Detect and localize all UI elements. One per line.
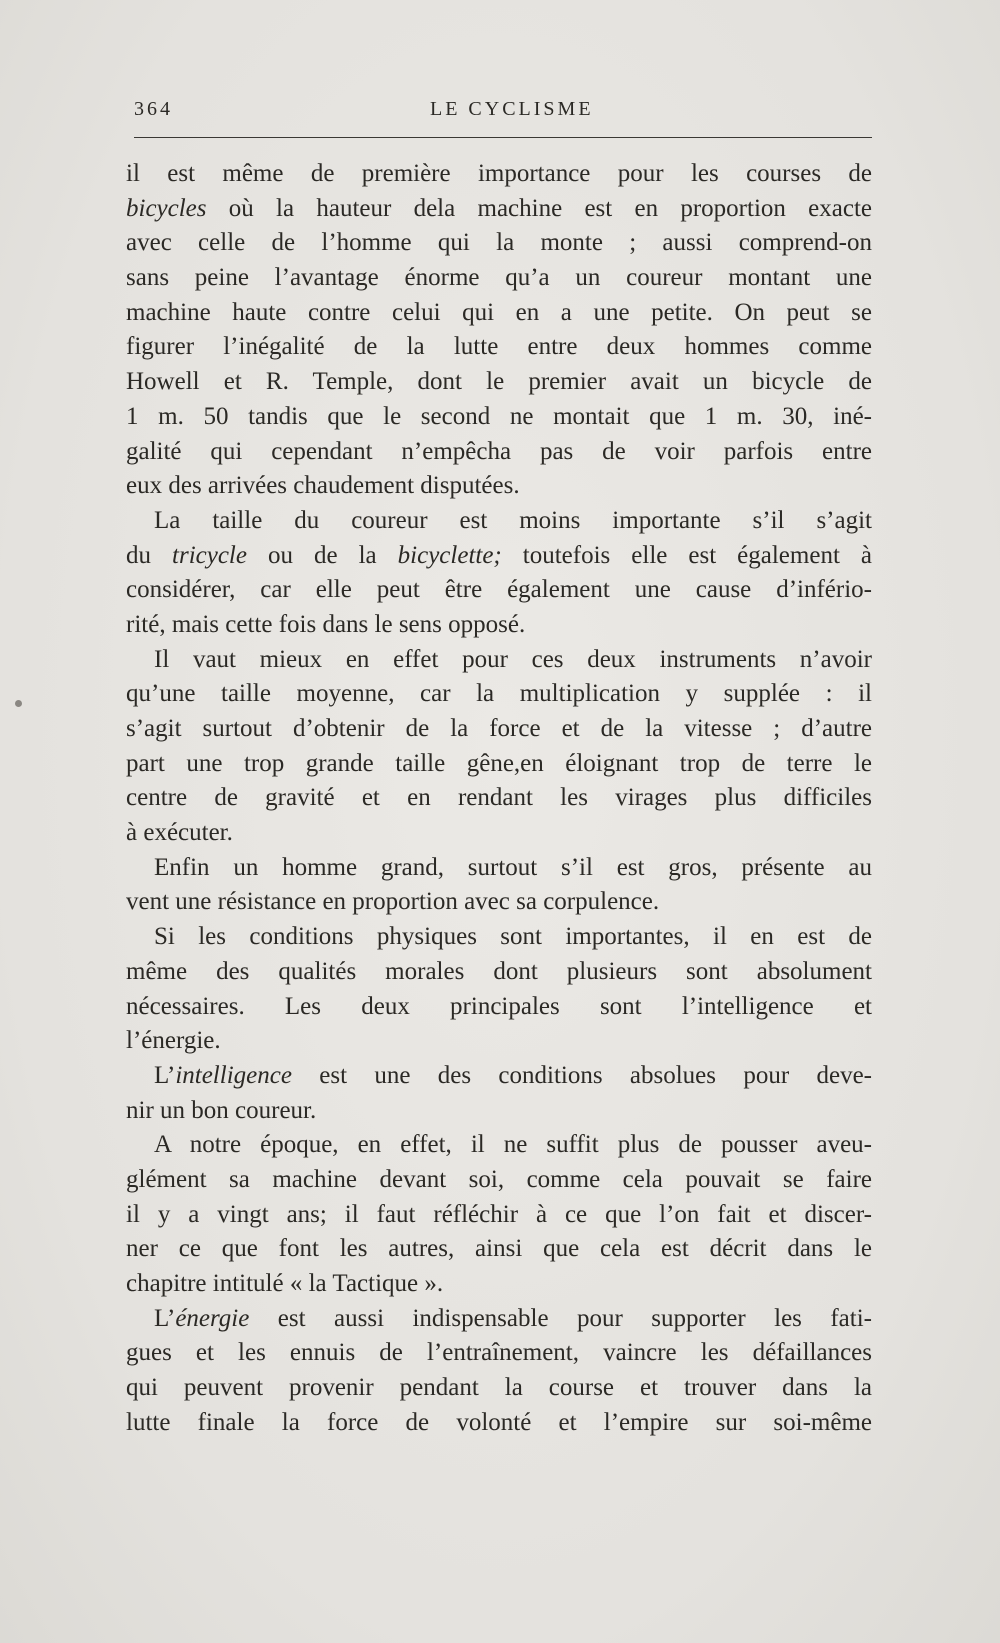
text-run: centre de gravité et en rendant les virages plus difficiles	[126, 784, 872, 812]
text-line	[126, 192, 872, 227]
text-run: chapitre intitulé « la Tactique ».	[126, 1270, 444, 1297]
text-run: il y a vingt ans; il faut réfléchir à ce que l’on fait et discer-	[126, 1200, 872, 1228]
text-line	[126, 1406, 872, 1441]
text-run: A notre époque, en effet, il ne suffit plus de pousser aveu-	[154, 1131, 872, 1159]
text-line	[126, 157, 872, 192]
text-line	[126, 330, 872, 365]
text-run: Howell et R. Temple, dont le premier avait un bicycle de	[126, 368, 872, 396]
italic-text: énergie	[175, 1304, 250, 1332]
page-header	[134, 98, 872, 128]
italic-text: intelligence	[175, 1061, 292, 1089]
text-run: il est même de première importance pour les courses de	[126, 160, 872, 187]
body-text	[126, 157, 872, 1440]
text-run: gues et les ennuis de l’entraînement, vaincre les défaillances	[126, 1339, 872, 1367]
text-run: 1 m. 50 tandis que le second ne montait que 1 m. 30, iné-	[126, 402, 872, 430]
text-run: sans peine l’avantage énorme qu’a un coureur montant une	[126, 264, 872, 292]
text-line	[126, 885, 872, 920]
text-line	[126, 1059, 872, 1094]
text-run: ner ce que font les autres, ainsi que cela est décrit dans le	[126, 1235, 872, 1263]
text-line	[126, 712, 872, 747]
text-line	[126, 1163, 872, 1198]
header-rule	[134, 137, 872, 138]
text-run: eux des arrivées chaudement disputées.	[126, 472, 520, 500]
text-run: rité, mais cette fois dans le sens opposé.	[126, 610, 526, 638]
text-run: toutefois elle est également à	[501, 541, 872, 569]
text-line	[126, 261, 872, 296]
text-run: s’agit surtout d’obtenir de la force et de la vitesse ; d’autre	[126, 715, 872, 742]
text-line	[126, 1232, 872, 1267]
page-number: 364	[134, 98, 173, 120]
text-run: qu’une taille moyenne, car la multiplication y supplée : il	[126, 680, 872, 708]
text-run: du	[126, 541, 173, 569]
text-line	[126, 504, 872, 539]
italic-text: bicyclette;	[397, 541, 502, 569]
text-run: nécessaires. Les deux principales sont l’intelligence et	[126, 992, 872, 1020]
text-line	[126, 747, 872, 782]
text-run: lutte finale la force de volonté et l’empire sur soi-même	[126, 1408, 872, 1436]
text-line	[126, 400, 872, 435]
text-line	[126, 1024, 872, 1059]
text-run: considérer, car elle peut être également une cause d’infério-	[126, 576, 872, 604]
text-run: La taille du coureur est moins importante s’il s’agit	[154, 506, 872, 534]
text-run: galité qui cependant n’empêcha pas de voir parfois entre	[126, 437, 872, 465]
italic-text: bicycles	[126, 194, 207, 222]
text-line	[126, 365, 872, 400]
text-run: vent une résistance en proportion avec sa corpulence.	[126, 888, 660, 916]
text-run: même des qualités morales dont plusieurs sont absolument	[126, 957, 872, 985]
text-line	[126, 1267, 872, 1302]
text-line	[126, 469, 872, 504]
text-run: Il vaut mieux en effet pour ces deux instruments n’avoir	[154, 645, 872, 673]
text-run: qui peuvent provenir pendant la course et trouver dans la	[126, 1374, 872, 1402]
text-run: où la hauteur dela machine est en proportion exacte	[206, 194, 872, 222]
text-line	[126, 1371, 872, 1406]
text-line	[126, 573, 872, 608]
text-run: figurer l’inégalité de la lutte entre deux hommes comme	[126, 333, 872, 361]
text-line	[126, 435, 872, 470]
italic-text: tricycle	[172, 541, 247, 569]
text-run: nir un bon coureur.	[126, 1096, 317, 1124]
text-line	[126, 1336, 872, 1371]
text-run: à exécuter.	[126, 819, 233, 847]
text-line	[126, 226, 872, 261]
text-run: l’énergie.	[126, 1027, 221, 1055]
text-run: ou de la	[246, 541, 398, 569]
text-line	[126, 1198, 872, 1233]
text-run: Si les conditions physiques sont importantes, il en est de	[154, 923, 872, 951]
text-line	[126, 608, 872, 643]
text-line	[126, 643, 872, 678]
text-line	[126, 1094, 872, 1129]
text-line	[126, 1302, 872, 1337]
text-run: machine haute contre celui qui en a une petite. On peut se	[126, 298, 872, 326]
text-line	[126, 781, 872, 816]
text-line	[126, 955, 872, 990]
text-run: L’	[154, 1304, 176, 1332]
text-line	[126, 816, 872, 851]
text-line	[126, 296, 872, 331]
text-run: Enfin un homme grand, surtout s’il est gros, présente au	[154, 853, 872, 881]
text-run: glément sa machine devant soi, comme cela pouvait se faire	[126, 1165, 872, 1193]
text-run: L’	[154, 1061, 176, 1089]
text-line	[126, 539, 872, 574]
text-line	[126, 851, 872, 886]
text-run: est aussi indispensable pour supporter les fati-	[249, 1304, 872, 1332]
margin-dot	[15, 700, 22, 707]
text-line	[126, 920, 872, 955]
text-run: part une trop grande taille gêne,en éloignant trop de terre le	[126, 749, 872, 777]
text-run: est une des conditions absolues pour deve-	[291, 1061, 872, 1089]
running-title: LE CYCLISME	[430, 98, 594, 120]
text-run: avec celle de l’homme qui la monte ; aussi comprend-on	[126, 229, 872, 257]
text-line	[126, 1128, 872, 1163]
text-line	[126, 677, 872, 712]
text-line	[126, 990, 872, 1025]
